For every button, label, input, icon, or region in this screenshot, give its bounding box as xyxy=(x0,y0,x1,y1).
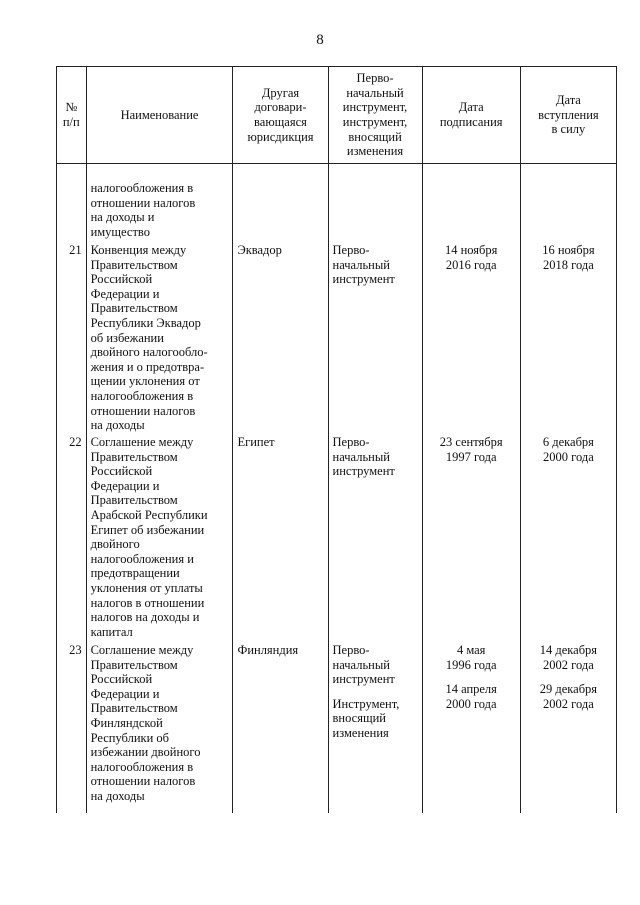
text-line: 14 декабря xyxy=(539,643,598,657)
text-line: Российской xyxy=(90,672,153,687)
row-number: 23 xyxy=(57,643,87,813)
text-line: Правительством xyxy=(90,657,178,672)
effective-date xyxy=(520,435,616,643)
text-line: договари- xyxy=(254,100,307,115)
text-line: в силу xyxy=(551,122,586,137)
text-line: 1996 года xyxy=(445,657,497,672)
text-line: 2016 года xyxy=(445,257,497,272)
text-line: налогообложения и xyxy=(90,551,194,566)
treaty-name xyxy=(86,643,233,813)
text-line: 2000 года xyxy=(445,696,497,711)
text-line: на доходы и xyxy=(90,210,155,225)
text-line: Правительством xyxy=(90,301,178,316)
treaties-table xyxy=(56,66,617,813)
jurisdiction: Эквадор xyxy=(233,243,328,435)
text-line: жения и о предотвра- xyxy=(90,359,205,374)
text-line: инструмент xyxy=(332,272,395,287)
effective-date xyxy=(520,243,616,435)
text-line: инструмент, xyxy=(342,100,408,115)
text-line: 16 ноября xyxy=(542,243,595,257)
text-line: начальный xyxy=(332,257,390,272)
text-line: на доходы xyxy=(90,418,145,433)
text-line: отношении налогов xyxy=(90,774,196,789)
signed-date xyxy=(422,435,520,643)
text-line: налогов в отношении xyxy=(90,595,205,610)
header-signed-date xyxy=(422,67,520,164)
text-line: Конвенция между xyxy=(90,243,187,257)
text-line: 6 декабря xyxy=(542,435,594,449)
signed-date xyxy=(422,643,520,813)
text-line: 1997 года xyxy=(445,449,497,464)
text-line: Республики Эквадор xyxy=(90,315,201,330)
text-line: Правительством xyxy=(90,257,178,272)
text-line: инструмент xyxy=(332,672,395,687)
table-row xyxy=(57,243,617,435)
text-line: Наименование xyxy=(120,107,199,122)
text-line: Дата xyxy=(458,100,484,115)
text-line: Правительством xyxy=(90,449,178,464)
table-row xyxy=(57,164,617,244)
text-line: подписания xyxy=(439,115,503,129)
entry-block xyxy=(423,435,520,464)
text-line: начальный xyxy=(346,85,404,100)
signed-date xyxy=(422,243,520,435)
text-line: отношении налогов xyxy=(90,195,196,210)
text-line: № xyxy=(65,100,78,115)
text-line: Российской xyxy=(90,464,153,479)
instrument xyxy=(328,643,422,813)
text-line: Правительством xyxy=(90,701,178,716)
instrument xyxy=(328,164,422,244)
entry-block xyxy=(521,643,616,672)
signed-date xyxy=(422,164,520,244)
text-line: Соглашение между xyxy=(90,435,194,449)
row-number: 21 xyxy=(57,243,87,435)
page-number: 8 xyxy=(316,32,324,48)
text-line: 4 мая xyxy=(456,643,486,657)
entry-block xyxy=(521,243,616,272)
entry-block xyxy=(333,697,422,741)
text-line: налогообложения в xyxy=(90,388,194,403)
text-line: избежании двойного xyxy=(90,745,201,760)
entry-block xyxy=(333,243,422,287)
entry-block xyxy=(423,243,520,272)
text-line: изменения xyxy=(346,144,404,159)
text-line: 29 декабря xyxy=(539,682,598,697)
instrument xyxy=(328,435,422,643)
text-line: изменения xyxy=(332,725,389,740)
jurisdiction: Египет xyxy=(233,435,328,643)
effective-date xyxy=(520,643,616,813)
text-line: Арабской Республики xyxy=(90,507,208,522)
text-line: щении уклонения от xyxy=(90,374,200,389)
entry-gap xyxy=(423,672,520,682)
entry-block xyxy=(521,435,616,464)
entry-block xyxy=(423,643,520,672)
text-line: вносящий xyxy=(332,711,386,726)
treaty-name xyxy=(86,243,233,435)
text-line: 2018 года xyxy=(543,257,594,272)
text-line: отношении налогов xyxy=(90,403,196,418)
text-line: об избежании xyxy=(90,330,164,345)
treaty-name xyxy=(86,164,233,244)
text-line: Российской xyxy=(90,272,153,287)
header-jurisdiction xyxy=(233,67,328,164)
text-line: 2002 года xyxy=(543,696,594,711)
text-line: двойного налогообло- xyxy=(90,345,208,360)
text-line: налогообложения в xyxy=(90,759,194,774)
header-effective-date xyxy=(520,67,616,164)
text-line: вающаяся xyxy=(254,115,307,129)
text-line: 23 сентября xyxy=(439,435,503,449)
text-line: Соглашение между xyxy=(90,643,194,657)
text-line: начальный xyxy=(332,657,390,672)
text-line: Перво- xyxy=(332,435,370,449)
text-line: двойного xyxy=(90,537,140,552)
text-line: Другая xyxy=(261,85,300,100)
text-line: Дата xyxy=(555,93,581,108)
text-line: юрисдикция xyxy=(247,129,314,144)
entry-gap xyxy=(333,687,422,697)
table-row xyxy=(57,643,617,813)
entry-block xyxy=(521,682,616,711)
header-instrument xyxy=(328,67,422,164)
header-num xyxy=(57,67,87,164)
header-row xyxy=(57,67,617,164)
entry-gap xyxy=(521,672,616,682)
text-line: Федерации и xyxy=(90,686,160,701)
text-line: вступления xyxy=(538,107,599,122)
treaty-name xyxy=(86,435,233,643)
text-line: Республики об xyxy=(90,730,170,745)
jurisdiction: Финляндия xyxy=(233,643,328,813)
effective-date xyxy=(520,164,616,244)
text-line: на доходы xyxy=(90,788,145,803)
instrument xyxy=(328,243,422,435)
table-row xyxy=(57,435,617,643)
text-line: Перво- xyxy=(356,71,394,86)
text-line: начальный xyxy=(332,449,390,464)
text-line: п/п xyxy=(62,115,80,129)
text-line: предотвращении xyxy=(90,566,180,581)
jurisdiction xyxy=(233,164,328,244)
text-line: 14 апреля xyxy=(445,682,497,697)
entry-block xyxy=(333,643,422,687)
text-line: Перво- xyxy=(332,243,370,257)
text-line: капитал xyxy=(90,624,133,639)
header-name xyxy=(86,67,233,164)
text-line: Инструмент, xyxy=(332,696,400,711)
text-line: Правительством xyxy=(90,493,178,508)
text-line: налогообложения в xyxy=(90,181,194,195)
text-line: Федерации и xyxy=(90,478,160,493)
text-line: налогов на доходы и xyxy=(90,610,200,625)
entry-block xyxy=(423,682,520,711)
text-line: инструмент, xyxy=(342,115,408,129)
row-number: 22 xyxy=(57,435,87,643)
text-line: Перво- xyxy=(332,643,370,657)
text-line: Федерации и xyxy=(90,286,160,301)
text-line: 2000 года xyxy=(543,449,594,464)
text-line: Финляндской xyxy=(90,715,163,730)
text-line: 14 ноября xyxy=(444,243,498,257)
entry-block xyxy=(333,435,422,479)
text-line: вносящий xyxy=(348,129,402,144)
text-line: Египет об избежании xyxy=(90,522,205,537)
text-line: 2002 года xyxy=(543,657,594,672)
row-number xyxy=(57,164,87,244)
text-line: уклонения от уплаты xyxy=(90,580,203,595)
text-line: имущество xyxy=(90,224,150,239)
text-line: инструмент xyxy=(332,464,395,479)
